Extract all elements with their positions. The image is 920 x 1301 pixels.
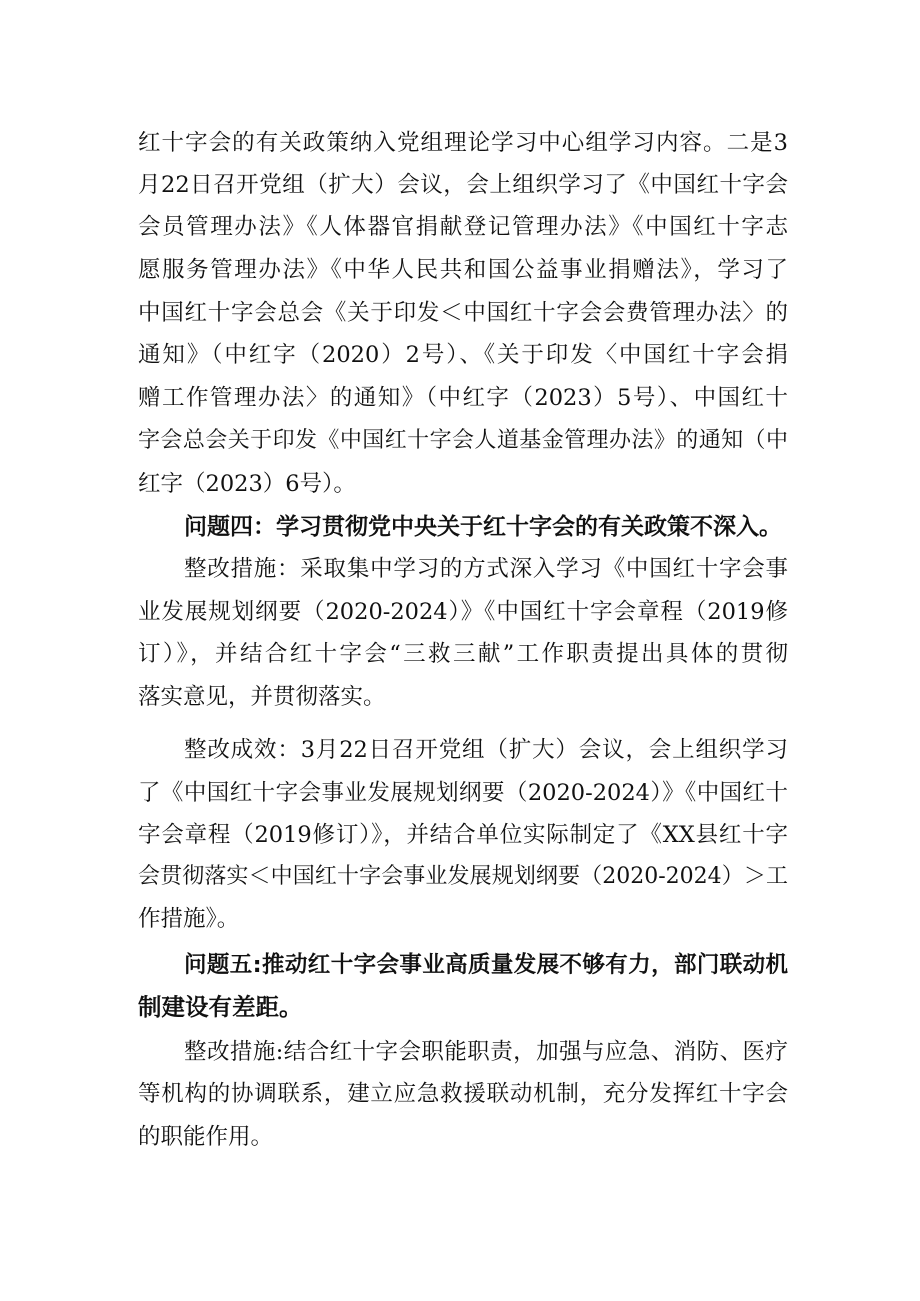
- text-line: 字会章程（2019修订）》，并结合单位实际制定了《XX县红十字: [138, 822, 788, 848]
- text-line: 了《中国红十字会事业发展规划纲要（2020-2024）》《中国红十: [138, 780, 788, 806]
- text-line: 整改成效：3月22日召开党组（扩大）会议，会上组织学习: [184, 737, 788, 763]
- text-line: 落实意见，并贯彻落实。: [138, 684, 386, 710]
- text-line: 通知》（中红字（2020）2号）、《关于印发〈中国红十字会捐: [138, 342, 788, 368]
- text-line: 问题五:推动红十字会事业高质量发展不够有力，部门联动机: [184, 952, 788, 978]
- text-line: 订）》，并结合红十字会“三救三献”工作职责提出具体的贯彻: [138, 641, 788, 667]
- text-line: 等机构的协调联系，建立应急救援联动机制，充分发挥红十字会: [138, 1081, 788, 1107]
- text-line: 制建设有差距。: [138, 993, 303, 1021]
- text-line: 愿服务管理办法》《中华人民共和国公益事业捐赠法》，学习了: [138, 257, 788, 283]
- text-line: 会员管理办法》《人体器官捐献登记管理办法》《中国红十字志: [138, 214, 788, 240]
- text-line: 红字（2023）6号）。: [138, 471, 356, 497]
- text-line: 的职能作用。: [138, 1124, 274, 1150]
- text-line: 整改措施:结合红十字会职能职责，加强与应急、消防、医疗: [184, 1039, 788, 1065]
- text-line: 赠工作管理办法〉的通知》（中红字（2023）5号）、中国红十: [138, 385, 788, 411]
- text-line: 会贯彻落实＜中国红十字会事业发展规划纲要（2020-2024）＞工: [138, 864, 788, 889]
- text-line: 作措施》。: [138, 906, 240, 932]
- text-line: 月22日召开党组（扩大）会议，会上组织学习了《中国红十字会: [138, 172, 788, 198]
- text-line: 整改措施：采取集中学习的方式深入学习《中国红十字会事: [184, 556, 788, 582]
- text-line: 红十字会的有关政策纳入党组理论学习中心组学习内容。二是3: [138, 130, 788, 156]
- text-line: 业发展规划纲要（2020-2024）》《中国红十字会章程（2019修: [138, 599, 788, 625]
- issue-4-heading: 问题四：学习贯彻党中央关于红十字会的有关政策不深入。: [184, 514, 782, 540]
- text-line: 中国红十字会总会《关于印发＜中国红十字会会费管理办法〉的: [138, 300, 788, 326]
- text-line: 字会总会关于印发《中国红十字会人道基金管理办法》的通知（中: [138, 428, 788, 453]
